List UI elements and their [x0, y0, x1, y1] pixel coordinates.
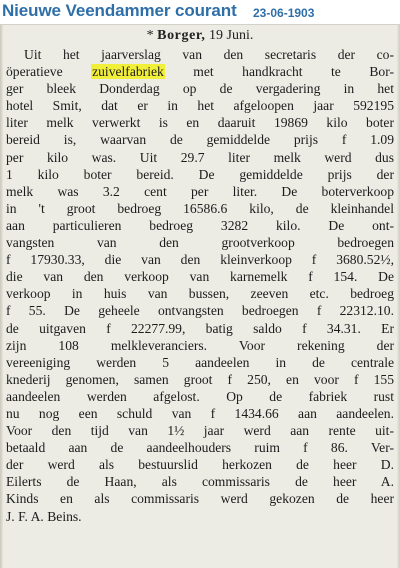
newspaper-header	[0, 0, 400, 24]
article-line: f 55. De geheele ontvangsten bedroegen f 22312.10.	[6, 303, 394, 319]
clipping-left-edge	[0, 25, 3, 568]
article-line-final: J. F. A. Beins.	[6, 508, 82, 524]
article-line: knederij genomen, samen groot f 250, en voor f 155	[6, 371, 394, 387]
article-line: f 17930.33, die van den kleinverkoop f 3680.52½,	[6, 252, 394, 268]
newspaper-clipping	[0, 24, 400, 568]
article-line: nu nog een schuld van f 1434.66 aan aandeelen.	[6, 405, 394, 421]
article-line: per kilo was. Uit 29.7 liter melk werd dus	[6, 149, 394, 165]
publication-date: 23-06-1903	[253, 6, 315, 20]
article-line: vangsten van den grootverkoop bedroegen	[6, 235, 394, 251]
article-line: aan particulieren bedroeg 3282 kilo. De ont-	[6, 217, 394, 233]
dateline-asterisk: *	[146, 28, 154, 43]
article-line: melk was 3.2 cent per liter. De boterverkoop	[6, 183, 394, 199]
article-dateline	[0, 28, 400, 44]
dateline-town: Borger,	[157, 28, 206, 43]
article-line: Voor den tijd van 1½ jaar werd aan rente uit-	[6, 423, 394, 439]
article-line: liter melk verwerkt is en daaruit 19869 kilo boter	[6, 115, 394, 131]
article-line: hotel Smit, dat er in het afgeloopen jaar 592195	[6, 98, 394, 114]
article-line-start: öperatieve	[6, 64, 63, 80]
article-line: vereeniging werden 5 aandeelen in de centrale	[6, 354, 394, 370]
article-body	[6, 46, 394, 525]
article-line: ger bleek Donderdag op de vergadering in het	[6, 81, 394, 97]
article-line-highlighted	[6, 63, 394, 80]
article-line: der werd als bestuurslid herkozen de heer D.	[6, 457, 394, 473]
newspaper-title: Nieuwe Veendammer courant	[2, 1, 237, 20]
article-line: zijn 108 melkleveranciers. Voor rekening der	[6, 337, 394, 353]
article-line: in 't groot bedroeg 16586.6 kilo, de kleinhandel	[6, 200, 394, 216]
article-line-end: met handkracht te Bor-	[193, 64, 394, 80]
article-line: Uit het jaarverslag van den secretaris der co-	[24, 47, 394, 62]
article-line: betaald aan de aandeelhouders ruim f 86. Ver-	[6, 440, 394, 456]
article-line: Eilerts de Haan, als commissaris de heer A.	[6, 474, 394, 490]
article-line: de uitgaven f 22277.99, batig saldo f 34.31. Er	[6, 320, 394, 336]
article-line: die van den verkoop van karnemelk f 154. De	[6, 269, 394, 285]
article-line: bereid is, waarvan de gemiddelde prijs f 1.09	[6, 132, 394, 148]
article-line: Kinds en als commissaris werd gekozen de heer	[6, 491, 394, 507]
article-line: verkoop in huis van bussen, zeeven etc. bedroeg	[6, 286, 394, 302]
article-line: aandeelen werden afgelost. Op de fabriek rust	[6, 388, 394, 404]
highlighted-search-term: zuivelfabriek	[92, 64, 164, 80]
article-line: 1 kilo boter bereid. De gemiddelde prijs der	[6, 166, 394, 182]
dateline-date: 19 Juni.	[209, 28, 254, 43]
